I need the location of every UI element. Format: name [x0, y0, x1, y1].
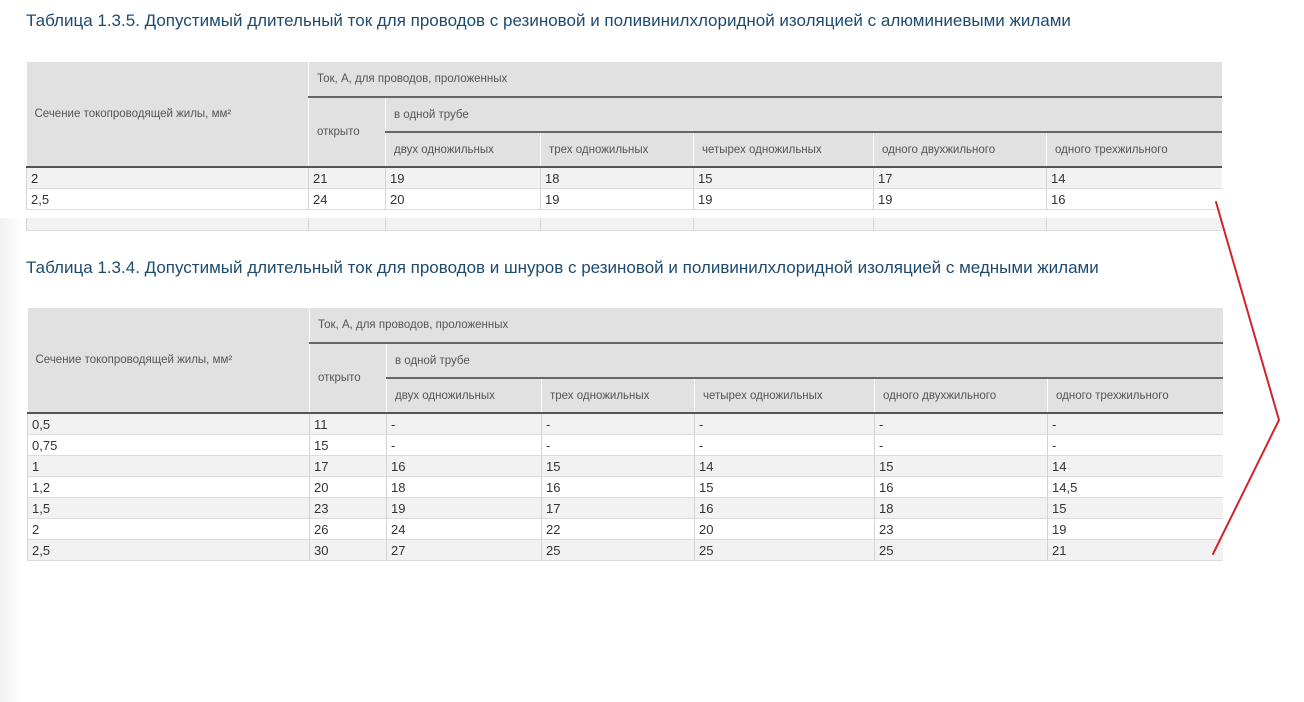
cell: 11 [310, 413, 387, 435]
cell: 25 [695, 540, 875, 561]
cell: 19 [1048, 519, 1223, 540]
column-header: двух одножильных [387, 378, 542, 413]
cell: 17 [310, 456, 387, 477]
cell: 23 [875, 519, 1048, 540]
cell: 0,75 [28, 435, 310, 456]
cell: 1,5 [28, 498, 310, 519]
table-row [28, 456, 1223, 477]
cell: 2,5 [27, 189, 309, 210]
cell: 14 [1048, 456, 1223, 477]
cell: 16 [1047, 189, 1222, 210]
cell: 19 [386, 167, 541, 189]
cell: 25 [542, 540, 695, 561]
cell: - [387, 413, 542, 435]
cell: 18 [875, 498, 1048, 519]
cell: 2,5 [28, 540, 310, 561]
table-row [28, 519, 1223, 540]
column-header: трех одножильных [541, 132, 694, 167]
table-1-3-5-title: Таблица 1.3.5. Допустимый длительный ток для проводов с резиновой и поливинилхлоридной изоляцией с алюминиевыми жилами [26, 11, 1071, 30]
cell: - [875, 435, 1048, 456]
column-header: одного трехжильного [1048, 378, 1223, 413]
table-1-3-4-title: Таблица 1.3.4. Допустимый длительный ток для проводов и шнуров с резиновой и поливинилхлоридной изоляцией с медными жилами [26, 258, 1099, 277]
cell: 14 [1047, 167, 1222, 189]
column-header: одного двухжильного [875, 378, 1048, 413]
open-header: открыто [309, 97, 386, 167]
cell: 15 [694, 167, 874, 189]
cell: 19 [874, 189, 1047, 210]
cell: 16 [875, 477, 1048, 498]
aluminium-current-table [26, 62, 1222, 231]
cell: 30 [310, 540, 387, 561]
column-header: трех одножильных [542, 378, 695, 413]
cell: 18 [541, 167, 694, 189]
group-header: Ток, А, для проводов, проложенных [309, 62, 1222, 97]
cell: 17 [874, 167, 1047, 189]
open-header: открыто [310, 343, 387, 413]
cell: - [695, 435, 875, 456]
cell: 27 [387, 540, 542, 561]
section-header: Сечение токопроводящей жилы, мм² [27, 62, 309, 167]
table-row [28, 435, 1223, 456]
cell: 20 [386, 189, 541, 210]
pipe-header: в одной трубе [386, 97, 1222, 132]
cell: - [695, 413, 875, 435]
red-arrow-annotation [1195, 195, 1285, 560]
table-row [28, 413, 1223, 435]
column-header: двух одножильных [386, 132, 541, 167]
table-row [28, 498, 1223, 519]
cell: 1 [28, 456, 310, 477]
cell: 24 [309, 189, 386, 210]
cell: 14 [695, 456, 875, 477]
arrow-line [1213, 202, 1279, 554]
cell: 21 [1048, 540, 1223, 561]
column-header: четырех одножильных [694, 132, 874, 167]
cell: 24 [387, 519, 542, 540]
cell: 20 [695, 519, 875, 540]
cell: 15 [310, 435, 387, 456]
cell: 19 [694, 189, 874, 210]
cell: 20 [310, 477, 387, 498]
cell: - [542, 413, 695, 435]
cell: - [542, 435, 695, 456]
column-header: четырех одножильных [695, 378, 875, 413]
cell: 16 [387, 456, 542, 477]
cell: - [1048, 413, 1223, 435]
section-header: Сечение токопроводящей жилы, мм² [28, 308, 310, 413]
column-header: одного двухжильного [874, 132, 1047, 167]
group-header: Ток, А, для проводов, проложенных [310, 308, 1223, 343]
cell: 17 [542, 498, 695, 519]
cell: 25 [875, 540, 1048, 561]
cell: 26 [310, 519, 387, 540]
table-row [28, 477, 1223, 498]
pipe-header: в одной трубе [387, 343, 1223, 378]
column-header: одного трехжильного [1047, 132, 1222, 167]
table-row [27, 189, 1222, 210]
cell: 15 [1048, 498, 1223, 519]
cell: 14,5 [1048, 477, 1223, 498]
screenshot-cut [0, 210, 1304, 218]
table-row [28, 540, 1223, 561]
copper-current-table [27, 308, 1223, 561]
cell: 15 [875, 456, 1048, 477]
cell: 21 [309, 167, 386, 189]
cell: 16 [695, 498, 875, 519]
cell: - [387, 435, 542, 456]
cell: 0,5 [28, 413, 310, 435]
cell: 16 [542, 477, 695, 498]
cell: 15 [695, 477, 875, 498]
cell: - [875, 413, 1048, 435]
cell: 22 [542, 519, 695, 540]
cell: 19 [541, 189, 694, 210]
cell: 19 [387, 498, 542, 519]
cell: 18 [387, 477, 542, 498]
cell: 2 [28, 519, 310, 540]
table-row [27, 167, 1222, 189]
cell: 15 [542, 456, 695, 477]
cell: 23 [310, 498, 387, 519]
cell: - [1048, 435, 1223, 456]
cell: 1,2 [28, 477, 310, 498]
left-shadow-strip [0, 215, 22, 702]
cell: 2 [27, 167, 309, 189]
